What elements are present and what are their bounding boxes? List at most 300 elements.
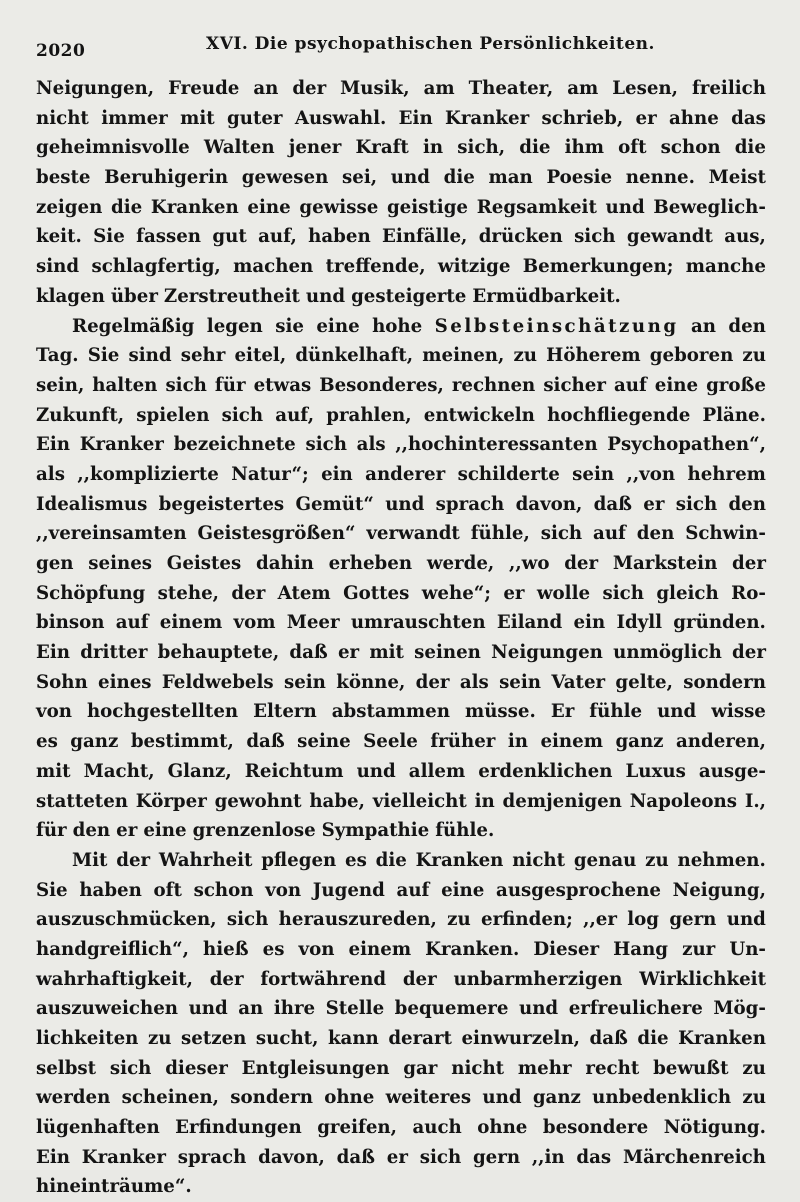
word: genau bbox=[573, 849, 637, 871]
word: Eltern bbox=[253, 701, 317, 723]
word: Erfindungen bbox=[175, 1117, 302, 1139]
word: als bbox=[36, 463, 65, 485]
word: handgreiflich“, bbox=[36, 938, 189, 960]
word: ausge- bbox=[698, 760, 766, 782]
word: Kranker bbox=[445, 107, 530, 129]
word: recht bbox=[585, 1057, 640, 1079]
word: und bbox=[188, 998, 228, 1020]
text-line bbox=[36, 1172, 766, 1202]
word: gar bbox=[403, 1057, 438, 1079]
word: zeigen bbox=[36, 196, 103, 218]
text-line bbox=[36, 519, 766, 549]
word: Reichtum bbox=[244, 760, 344, 782]
word: Sie bbox=[36, 879, 68, 901]
word: seines bbox=[88, 553, 153, 574]
word: hohe bbox=[372, 315, 423, 337]
word: sich bbox=[165, 374, 207, 396]
word: von bbox=[265, 879, 302, 901]
word: sich bbox=[226, 909, 269, 931]
text-line bbox=[36, 608, 766, 638]
page-number: 2020 bbox=[36, 41, 86, 61]
word: und bbox=[482, 1087, 522, 1109]
word: er bbox=[116, 820, 138, 842]
word: Natur“; bbox=[231, 463, 309, 485]
word: den bbox=[72, 820, 111, 842]
word: Seele bbox=[363, 731, 418, 753]
word: sich bbox=[419, 1146, 462, 1168]
word: er bbox=[643, 493, 665, 515]
text-line bbox=[36, 133, 766, 163]
word: ein bbox=[573, 612, 606, 634]
word: gründen. bbox=[673, 612, 766, 634]
word: mit bbox=[369, 642, 404, 664]
text-line bbox=[36, 163, 766, 193]
word: sind bbox=[36, 256, 80, 278]
word: erfinden; bbox=[481, 909, 573, 931]
word: sein bbox=[572, 463, 615, 485]
word: vom bbox=[233, 612, 276, 634]
word: ganz bbox=[615, 731, 664, 753]
word: Hang bbox=[613, 938, 669, 960]
word: Nötigung. bbox=[663, 1117, 766, 1139]
word: es bbox=[36, 731, 58, 753]
word: manche bbox=[685, 256, 766, 278]
word: sich bbox=[574, 226, 616, 248]
word: auf, bbox=[258, 226, 297, 248]
word: sich bbox=[221, 404, 264, 426]
word: der bbox=[732, 553, 766, 574]
word: sprach bbox=[177, 1146, 247, 1168]
word: Beweglich- bbox=[653, 196, 766, 218]
word: prahlen, bbox=[326, 404, 412, 426]
word: erfreulichere bbox=[568, 998, 703, 1020]
text-line bbox=[36, 312, 766, 342]
text-line bbox=[36, 668, 766, 698]
word: Freude bbox=[168, 78, 240, 99]
word: für bbox=[36, 820, 67, 842]
word: seinen bbox=[414, 642, 481, 664]
word: die bbox=[734, 137, 766, 159]
word: bequemere bbox=[394, 998, 509, 1020]
word: Neigungen, bbox=[36, 78, 155, 99]
word: Gemüt“ bbox=[295, 493, 374, 515]
word: daß bbox=[289, 642, 328, 664]
word: sein bbox=[499, 671, 542, 693]
word: Beruhigerin bbox=[104, 167, 229, 189]
word: Idyll bbox=[616, 612, 663, 634]
word: werden bbox=[36, 1087, 111, 1109]
word: vielleicht bbox=[372, 790, 467, 812]
word: Ein bbox=[36, 1146, 70, 1168]
word: gesteigerte bbox=[351, 285, 467, 307]
word: Kranken bbox=[678, 1028, 766, 1049]
word: sucht, bbox=[255, 1028, 319, 1049]
word: daß bbox=[593, 493, 632, 515]
word: unbedenklich bbox=[592, 1087, 732, 1109]
word: er bbox=[503, 582, 525, 604]
word: fühle bbox=[589, 701, 643, 723]
word: Regsamkeit bbox=[476, 196, 597, 218]
body-text bbox=[36, 74, 766, 1202]
word: Entgleisungen bbox=[241, 1057, 390, 1079]
word: demjenigen bbox=[502, 790, 622, 812]
word: Kranken. bbox=[425, 938, 520, 960]
word: log bbox=[627, 909, 660, 931]
word: sei, bbox=[342, 167, 378, 189]
word: schrieb, bbox=[541, 107, 624, 129]
word: eine bbox=[441, 879, 485, 901]
word: Märchenreich bbox=[622, 1146, 766, 1168]
word: zu bbox=[742, 345, 766, 367]
text-line bbox=[36, 757, 766, 787]
word: Walten bbox=[203, 137, 275, 159]
word: Wirklichkeit bbox=[639, 968, 766, 990]
word: bewußt bbox=[653, 1057, 729, 1079]
word: und bbox=[385, 493, 425, 515]
word: nicht bbox=[512, 849, 566, 871]
word: binson bbox=[36, 612, 105, 634]
word: eine bbox=[247, 196, 291, 218]
word: Kraft bbox=[355, 137, 409, 159]
word: seine bbox=[297, 731, 351, 753]
word: es bbox=[262, 938, 285, 960]
text-line bbox=[36, 579, 766, 609]
text-line bbox=[36, 1024, 766, 1054]
word: müsse. bbox=[464, 701, 536, 723]
word: zu bbox=[742, 1057, 766, 1079]
word: sondern bbox=[683, 671, 766, 693]
word: als bbox=[459, 671, 489, 693]
word: Bemerkungen; bbox=[522, 256, 674, 278]
word: Meer bbox=[286, 612, 340, 634]
word: hochfliegende bbox=[547, 404, 691, 426]
word: auszuschmücken, bbox=[36, 909, 217, 931]
word: ganz bbox=[70, 731, 119, 753]
word: auszuweichen bbox=[36, 998, 179, 1020]
word: am bbox=[567, 78, 599, 99]
word: haben bbox=[79, 879, 142, 901]
word: entwickeln bbox=[423, 404, 535, 426]
word: ,,komplizierte bbox=[77, 463, 219, 485]
word: ,,hochinteressanten bbox=[395, 434, 598, 456]
word: derart bbox=[388, 1028, 452, 1049]
word: davon, bbox=[258, 1146, 325, 1168]
text-line bbox=[36, 1143, 766, 1173]
word: einwurzeln, bbox=[461, 1028, 581, 1049]
word: zu bbox=[447, 909, 471, 931]
word: eine bbox=[316, 315, 360, 337]
word: die bbox=[111, 196, 143, 218]
word: schon bbox=[660, 137, 721, 159]
text-line bbox=[36, 905, 766, 935]
word: Sohn bbox=[36, 671, 88, 693]
word: Lesen, bbox=[612, 78, 678, 99]
word: Tag. bbox=[36, 345, 79, 367]
word: an bbox=[238, 998, 264, 1020]
word: legen bbox=[206, 315, 263, 337]
word: Feldwebels bbox=[161, 671, 274, 693]
word: große bbox=[706, 374, 766, 396]
word: auf bbox=[593, 523, 626, 545]
word: Selbsteinschätzung bbox=[434, 315, 679, 337]
text-line bbox=[36, 1113, 766, 1143]
text-line bbox=[36, 193, 766, 223]
word: drücken bbox=[478, 226, 563, 248]
word: Psychopathen“, bbox=[607, 434, 766, 456]
word: den bbox=[728, 315, 766, 337]
word: der bbox=[415, 671, 450, 693]
word: wehe“; bbox=[421, 582, 491, 604]
word: Stelle bbox=[325, 998, 385, 1020]
word: er bbox=[635, 107, 657, 129]
word: gewandt bbox=[626, 226, 713, 248]
word: kann bbox=[327, 1028, 379, 1049]
word: halten bbox=[92, 374, 158, 396]
text-line bbox=[36, 787, 766, 817]
word: meinen, bbox=[422, 345, 505, 367]
word: sind bbox=[128, 345, 172, 367]
word: wolle bbox=[536, 582, 591, 604]
word: fühle. bbox=[435, 820, 495, 842]
text-line bbox=[36, 460, 766, 490]
word: ,,vereinsamten bbox=[36, 523, 187, 545]
word: von bbox=[36, 701, 72, 723]
word: schon bbox=[193, 879, 254, 901]
word: Mög- bbox=[713, 998, 766, 1020]
word: der bbox=[732, 642, 766, 664]
page-header bbox=[36, 34, 766, 70]
text-line bbox=[36, 1083, 766, 1113]
word: er bbox=[386, 1146, 408, 1168]
word: umrauschten bbox=[350, 612, 486, 634]
word: Schwin- bbox=[685, 523, 766, 545]
word: gern bbox=[472, 1146, 521, 1168]
word: als bbox=[356, 434, 386, 456]
word: Gottes bbox=[343, 582, 410, 604]
word: immer bbox=[101, 107, 168, 129]
word: verwandt bbox=[366, 523, 460, 545]
word: Wahrheit bbox=[158, 849, 253, 871]
word: und bbox=[390, 167, 430, 189]
word: zu bbox=[742, 1087, 766, 1109]
word: nehmen. bbox=[677, 849, 766, 871]
word: dritter bbox=[80, 642, 148, 664]
word: der bbox=[209, 968, 244, 990]
word: grenzenlose bbox=[192, 820, 316, 842]
word: auf bbox=[396, 879, 430, 901]
word: davon, bbox=[515, 493, 583, 515]
word: Höherem bbox=[546, 345, 641, 367]
word: sein bbox=[283, 671, 326, 693]
word: nicht bbox=[36, 107, 89, 129]
word: und bbox=[356, 760, 396, 782]
text-line bbox=[36, 697, 766, 727]
word: dieser bbox=[165, 1057, 228, 1079]
word: Ein bbox=[36, 642, 70, 664]
word: und bbox=[726, 909, 766, 931]
word: den bbox=[636, 523, 675, 545]
word: Kranken bbox=[415, 849, 504, 871]
text-line bbox=[36, 222, 766, 252]
text-line bbox=[36, 282, 766, 312]
word: Macht, bbox=[83, 760, 155, 782]
word: Dieser bbox=[533, 938, 600, 960]
text-line bbox=[36, 1054, 766, 1084]
word: hehrem bbox=[687, 463, 766, 485]
word: oft bbox=[153, 879, 182, 901]
word: an bbox=[253, 78, 279, 99]
text-line bbox=[36, 104, 766, 134]
word: Theater, bbox=[468, 78, 554, 99]
word: witzige bbox=[437, 256, 511, 278]
word: gelte, bbox=[615, 671, 673, 693]
word: Ermüdbarkeit. bbox=[472, 285, 621, 307]
text-line bbox=[36, 727, 766, 757]
word: setzen bbox=[181, 1028, 247, 1049]
word: sich bbox=[602, 582, 644, 604]
word: man bbox=[488, 167, 533, 189]
word: herauszureden, bbox=[278, 909, 437, 931]
word: sich bbox=[675, 493, 718, 515]
word: ,,in bbox=[531, 1146, 565, 1168]
word: ,,er bbox=[583, 909, 617, 931]
word: schilderte bbox=[457, 463, 560, 485]
word: und bbox=[518, 998, 559, 1020]
word: unmöglich bbox=[613, 642, 722, 664]
word: jener bbox=[288, 137, 342, 159]
word: fühle, bbox=[470, 523, 530, 545]
word: Meist bbox=[708, 167, 766, 189]
word: Glanz, bbox=[167, 760, 232, 782]
word: Neigung, bbox=[672, 879, 766, 901]
text-line bbox=[36, 638, 766, 668]
word: die bbox=[375, 849, 407, 871]
text-line bbox=[36, 341, 766, 371]
word: mehr bbox=[517, 1057, 572, 1079]
word: auf bbox=[613, 374, 647, 396]
word: statteten bbox=[36, 790, 128, 812]
word: der bbox=[231, 582, 266, 604]
word: stehe, bbox=[157, 582, 220, 604]
word: ohne bbox=[477, 1117, 528, 1139]
word: nenne. bbox=[625, 167, 695, 189]
word: keit. bbox=[36, 226, 82, 248]
word: auf, bbox=[275, 404, 315, 426]
word: in bbox=[423, 137, 444, 159]
word: gewohnt bbox=[214, 790, 302, 812]
word: Besonderes, bbox=[319, 374, 444, 396]
text-line bbox=[36, 846, 766, 876]
word: die bbox=[637, 1028, 669, 1049]
word: Er bbox=[550, 701, 575, 723]
word: eine bbox=[143, 820, 187, 842]
word: daß bbox=[589, 1028, 628, 1049]
word: sie bbox=[275, 315, 304, 337]
word: der bbox=[402, 968, 437, 990]
word: behauptete, bbox=[157, 642, 280, 664]
word: weiteres bbox=[385, 1087, 472, 1109]
word: dünkelhaft, bbox=[295, 345, 414, 367]
word: Pläne. bbox=[702, 404, 766, 426]
word: ohne bbox=[324, 1087, 375, 1109]
word: hineinträume“. bbox=[36, 1176, 192, 1198]
word: das bbox=[731, 107, 766, 129]
word: Schöpfung bbox=[36, 582, 146, 604]
word: sondern bbox=[230, 1087, 313, 1109]
word: I., bbox=[744, 790, 766, 812]
word: mit bbox=[36, 760, 71, 782]
word: zu bbox=[513, 345, 538, 367]
word: sprach bbox=[435, 493, 505, 515]
word: Napoleons bbox=[629, 790, 738, 812]
word: eine bbox=[654, 374, 699, 396]
word: Un- bbox=[729, 938, 766, 960]
word: nicht bbox=[451, 1057, 505, 1079]
word: greifen, bbox=[317, 1117, 397, 1139]
word: beste bbox=[36, 167, 91, 189]
word: haben bbox=[308, 226, 371, 248]
word: hochgestellten bbox=[86, 701, 239, 723]
word: treffende, bbox=[325, 256, 426, 278]
word: daß bbox=[246, 731, 285, 753]
word: an bbox=[690, 315, 716, 337]
word: pflegen bbox=[261, 849, 337, 871]
text-line bbox=[36, 252, 766, 282]
word: Ro- bbox=[731, 582, 766, 604]
word: fassen bbox=[136, 226, 202, 248]
word: habe, bbox=[309, 790, 365, 812]
word: lügenhaften bbox=[36, 1117, 160, 1139]
word: ihre bbox=[273, 998, 316, 1020]
word: Vater bbox=[551, 671, 606, 693]
word: und bbox=[657, 701, 697, 723]
word: gleich bbox=[656, 582, 719, 604]
word: Ein bbox=[398, 107, 433, 129]
word: freilich bbox=[691, 78, 766, 99]
word: oft bbox=[618, 137, 647, 159]
word: abstammen bbox=[331, 701, 450, 723]
word: das bbox=[576, 1146, 612, 1168]
word: allem bbox=[408, 760, 466, 782]
word: Poesie bbox=[546, 167, 613, 189]
word: in bbox=[474, 790, 495, 812]
word: Kranken bbox=[150, 196, 239, 218]
word: gen bbox=[36, 553, 74, 574]
word: früher bbox=[430, 731, 496, 753]
word: Ein bbox=[36, 434, 70, 456]
word: Musik, bbox=[340, 78, 410, 99]
text-line bbox=[36, 74, 766, 104]
word: zur bbox=[682, 938, 716, 960]
word: bezeichnete bbox=[173, 434, 296, 456]
text-line bbox=[36, 430, 766, 460]
word: am bbox=[423, 78, 455, 99]
word: Markstein bbox=[612, 553, 718, 574]
word: der bbox=[292, 78, 327, 99]
word: Auswahl. bbox=[294, 107, 387, 129]
text-line bbox=[36, 935, 766, 965]
word: und bbox=[305, 285, 346, 307]
text-line bbox=[36, 401, 766, 431]
word: schlagfertig, bbox=[91, 256, 221, 278]
word: geistige bbox=[386, 196, 468, 218]
text-line bbox=[36, 549, 766, 579]
word: wahrhaftigkeit, bbox=[36, 968, 193, 990]
word: anderen, bbox=[675, 731, 766, 753]
word: bestimmt, bbox=[130, 731, 234, 753]
word: Zukunft, bbox=[36, 404, 125, 426]
word: begeistertes bbox=[158, 493, 285, 515]
